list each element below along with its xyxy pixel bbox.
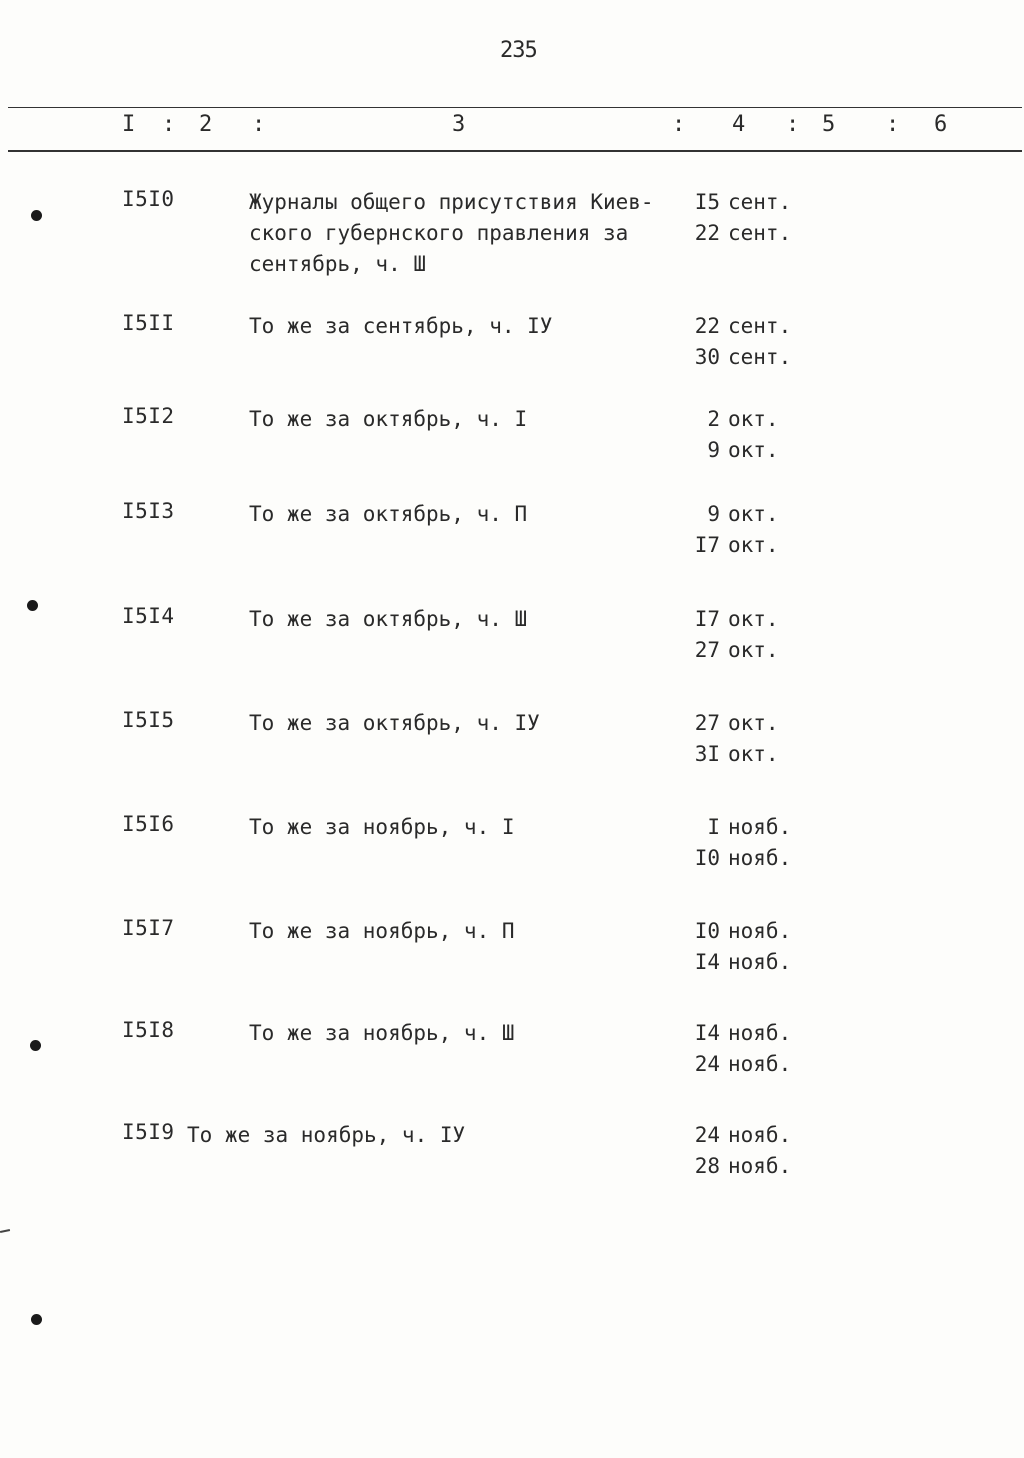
date-start [660,708,810,739]
header-top-rule [8,107,1022,108]
date-end [660,739,810,770]
page-number: 235 [500,38,537,63]
date-start [660,604,810,635]
date-end [660,218,810,249]
column-header [0,112,1024,142]
day: 24 [694,1123,720,1147]
day: I0 [694,846,720,870]
month: сент. [728,190,792,214]
month: нояб. [728,1154,792,1178]
month: окт. [728,607,779,631]
month: окт. [728,502,779,526]
entry-number: I5I5 [122,708,175,732]
entry-dates [660,708,810,770]
entry-dates [660,311,810,373]
punch-hole [31,210,42,221]
entry-description: Журналы общего присутствия Киев- ского губернского правления за сентябрь, ч. Ш [249,190,654,276]
month: нояб. [728,919,792,943]
entry-number: I5I4 [122,604,175,628]
date-end [660,530,810,561]
entry-dates [660,404,810,466]
day: 30 [694,345,720,369]
date-start [660,812,810,843]
day: I5 [694,190,720,214]
col-separator: : [672,112,686,137]
entry-dates [660,916,810,978]
entry-description: То же за ноябрь, ч. I [249,815,515,839]
col-separator: : [886,112,900,137]
entry-number: I5I8 [122,1018,175,1042]
date-end [660,342,810,373]
month: сент. [728,221,792,245]
entry-number: I5I3 [122,499,175,523]
entry-number: I5I6 [122,812,175,836]
entry-description: То же за ноябрь, ч. П [249,919,515,943]
col-separator: : [252,112,266,137]
month: нояб. [728,1052,792,1076]
col-header-3: 3 [452,112,466,137]
entry-description: То же за ноябрь, ч. Ш [249,1021,515,1045]
col-separator: : [786,112,800,137]
month: нояб. [728,846,792,870]
month: окт. [728,711,779,735]
day: 2 [707,407,720,431]
date-end [660,947,810,978]
day: I7 [694,607,720,631]
month: сент. [728,345,792,369]
date-end [660,435,810,466]
entry-number: I5I9 [122,1120,175,1144]
entry-description: То же за октябрь, ч. Ш [249,607,528,631]
month: окт. [728,742,779,766]
date-start [660,1120,810,1151]
date-end [660,1151,810,1182]
date-start [660,1018,810,1049]
month: нояб. [728,1123,792,1147]
entry-dates [660,187,810,249]
punch-hole [27,600,38,611]
date-start [660,404,810,435]
month: окт. [728,438,779,462]
month: сент. [728,314,792,338]
day: 28 [694,1154,720,1178]
day: 22 [694,221,720,245]
col-header-5: 5 [822,112,836,137]
month: окт. [728,638,779,662]
date-end [660,843,810,874]
entry-dates [660,812,810,874]
day: I0 [694,919,720,943]
day: 9 [707,502,720,526]
day: 24 [694,1052,720,1076]
date-start [660,499,810,530]
month: окт. [728,407,779,431]
date-start [660,311,810,342]
col-header-2: 2 [199,112,213,137]
day: 27 [694,711,720,735]
date-start [660,916,810,947]
day: I4 [694,950,720,974]
entry-number: I5II [122,311,175,335]
entry-number: I5I2 [122,404,175,428]
header-bottom-rule [8,150,1022,152]
date-end [660,1049,810,1080]
entry-description: То же за октябрь, ч. IУ [249,711,540,735]
entry-number: I5I7 [122,916,175,940]
margin-mark [0,1229,10,1233]
col-header-6: 6 [934,112,948,137]
col-separator: : [162,112,176,137]
entry-dates [660,1018,810,1080]
day: 27 [694,638,720,662]
punch-hole [31,1314,42,1325]
entry-description: То же за ноябрь, ч. IУ [187,1123,466,1147]
date-end [660,635,810,666]
date-start [660,187,810,218]
month: нояб. [728,815,792,839]
month: нояб. [728,1021,792,1045]
entry-dates [660,604,810,666]
day: 3I [694,742,720,766]
day: 9 [707,438,720,462]
day: I [707,815,720,839]
entry-dates [660,499,810,561]
entry-description: То же за октябрь, ч. I [249,407,528,431]
day: I4 [694,1021,720,1045]
punch-hole [30,1040,41,1051]
entry-dates [660,1120,810,1182]
entry-number: I5I0 [122,187,175,211]
month: нояб. [728,950,792,974]
month: окт. [728,533,779,557]
col-header-4: 4 [732,112,746,137]
day: I7 [694,533,720,557]
entry-description: То же за сентябрь, ч. IУ [249,314,553,338]
entry-description: То же за октябрь, ч. П [249,502,528,526]
day: 22 [694,314,720,338]
col-header-1: I [122,112,136,137]
